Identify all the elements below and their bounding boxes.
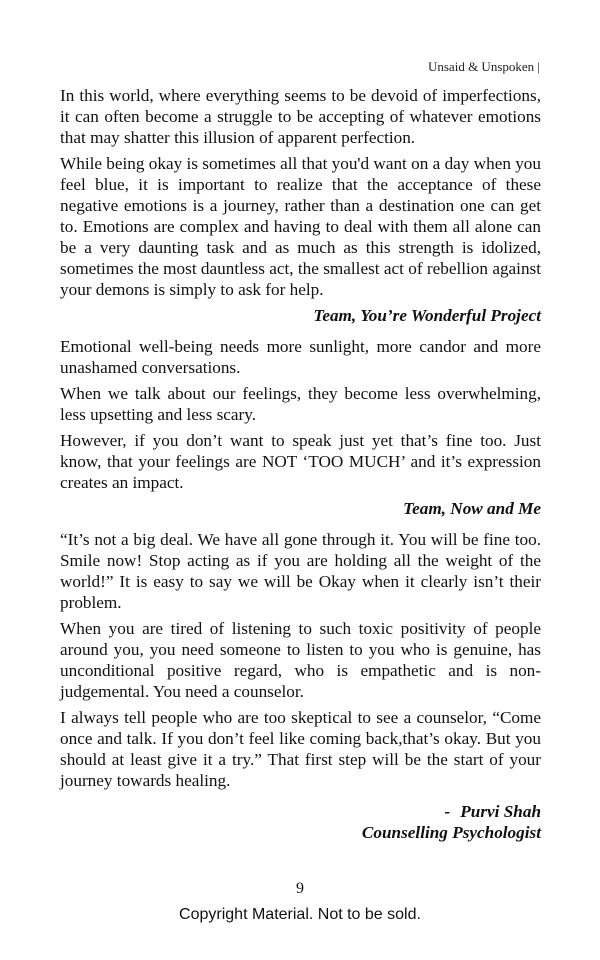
author-title: Counselling Psychologist	[361, 823, 541, 842]
author-name: Purvi Shah	[460, 802, 541, 821]
running-header: Unsaid & Unspoken |	[427, 59, 540, 74]
paragraph: In this world, where everything seems to be devoid of imperfections, it can often become a struggle to be accepting of whatever emotions that may shatter this illusion of apparent perfection.	[60, 86, 541, 147]
copyright-notice: Copyright Material. Not to be sold.	[179, 906, 421, 923]
paragraph: When we talk about our feelings, they become less overwhelming, less upsetting and less scary.	[60, 384, 541, 424]
page-number-container	[0, 880, 600, 898]
paragraph: While being okay is sometimes all that you'd want on a day when you feel blue, it is important to realize that the acceptance of these negative emotions is a journey, rather than a destination one can get to. Emotions are complex and having to deal with them all alone can be a very daunting task and as much as this strength is idolized, sometimes the most dauntless act, the smallest act of rebellion against your demons is simply to ask for help.	[60, 154, 541, 299]
paragraph: Emotional well-being needs more sunlight, more candor and more unashamed conversations.	[60, 337, 541, 377]
author-signature	[60, 801, 541, 843]
author-dash: -	[444, 802, 451, 821]
paragraph: When you are tired of listening to such toxic positivity of people around you, you need someone to listen to you who is genuine, has unconditional positive regard, who is empathetic and is non-judgemental. You need a counselor.	[60, 619, 541, 701]
paragraph: “It’s not a big deal. We have all gone through it. You will be fine too. Smile now! Stop acting as if you are holding all the weight of the world!” It is easy to say we will be Okay when it clearly isn’t their problem.	[60, 530, 541, 612]
signature-now-and-me: Team, Now and Me	[403, 499, 541, 518]
page-body	[60, 85, 541, 843]
page-number: 9	[296, 880, 304, 897]
author-name-line	[60, 801, 541, 822]
paragraph: However, if you don’t want to speak just yet that’s fine too. Just know, that your feelings are NOT ‘TOO MUCH’ and it’s expression creates an impact.	[60, 431, 541, 492]
paragraph: I always tell people who are too skeptical to see a counselor, “Come once and talk. If you don’t feel like coming back,that’s okay. But you should at least give it a try.” That first step will be the start of your journey towards healing.	[60, 708, 541, 790]
signature-wonderful-project: Team, You’re Wonderful Project	[313, 306, 541, 325]
